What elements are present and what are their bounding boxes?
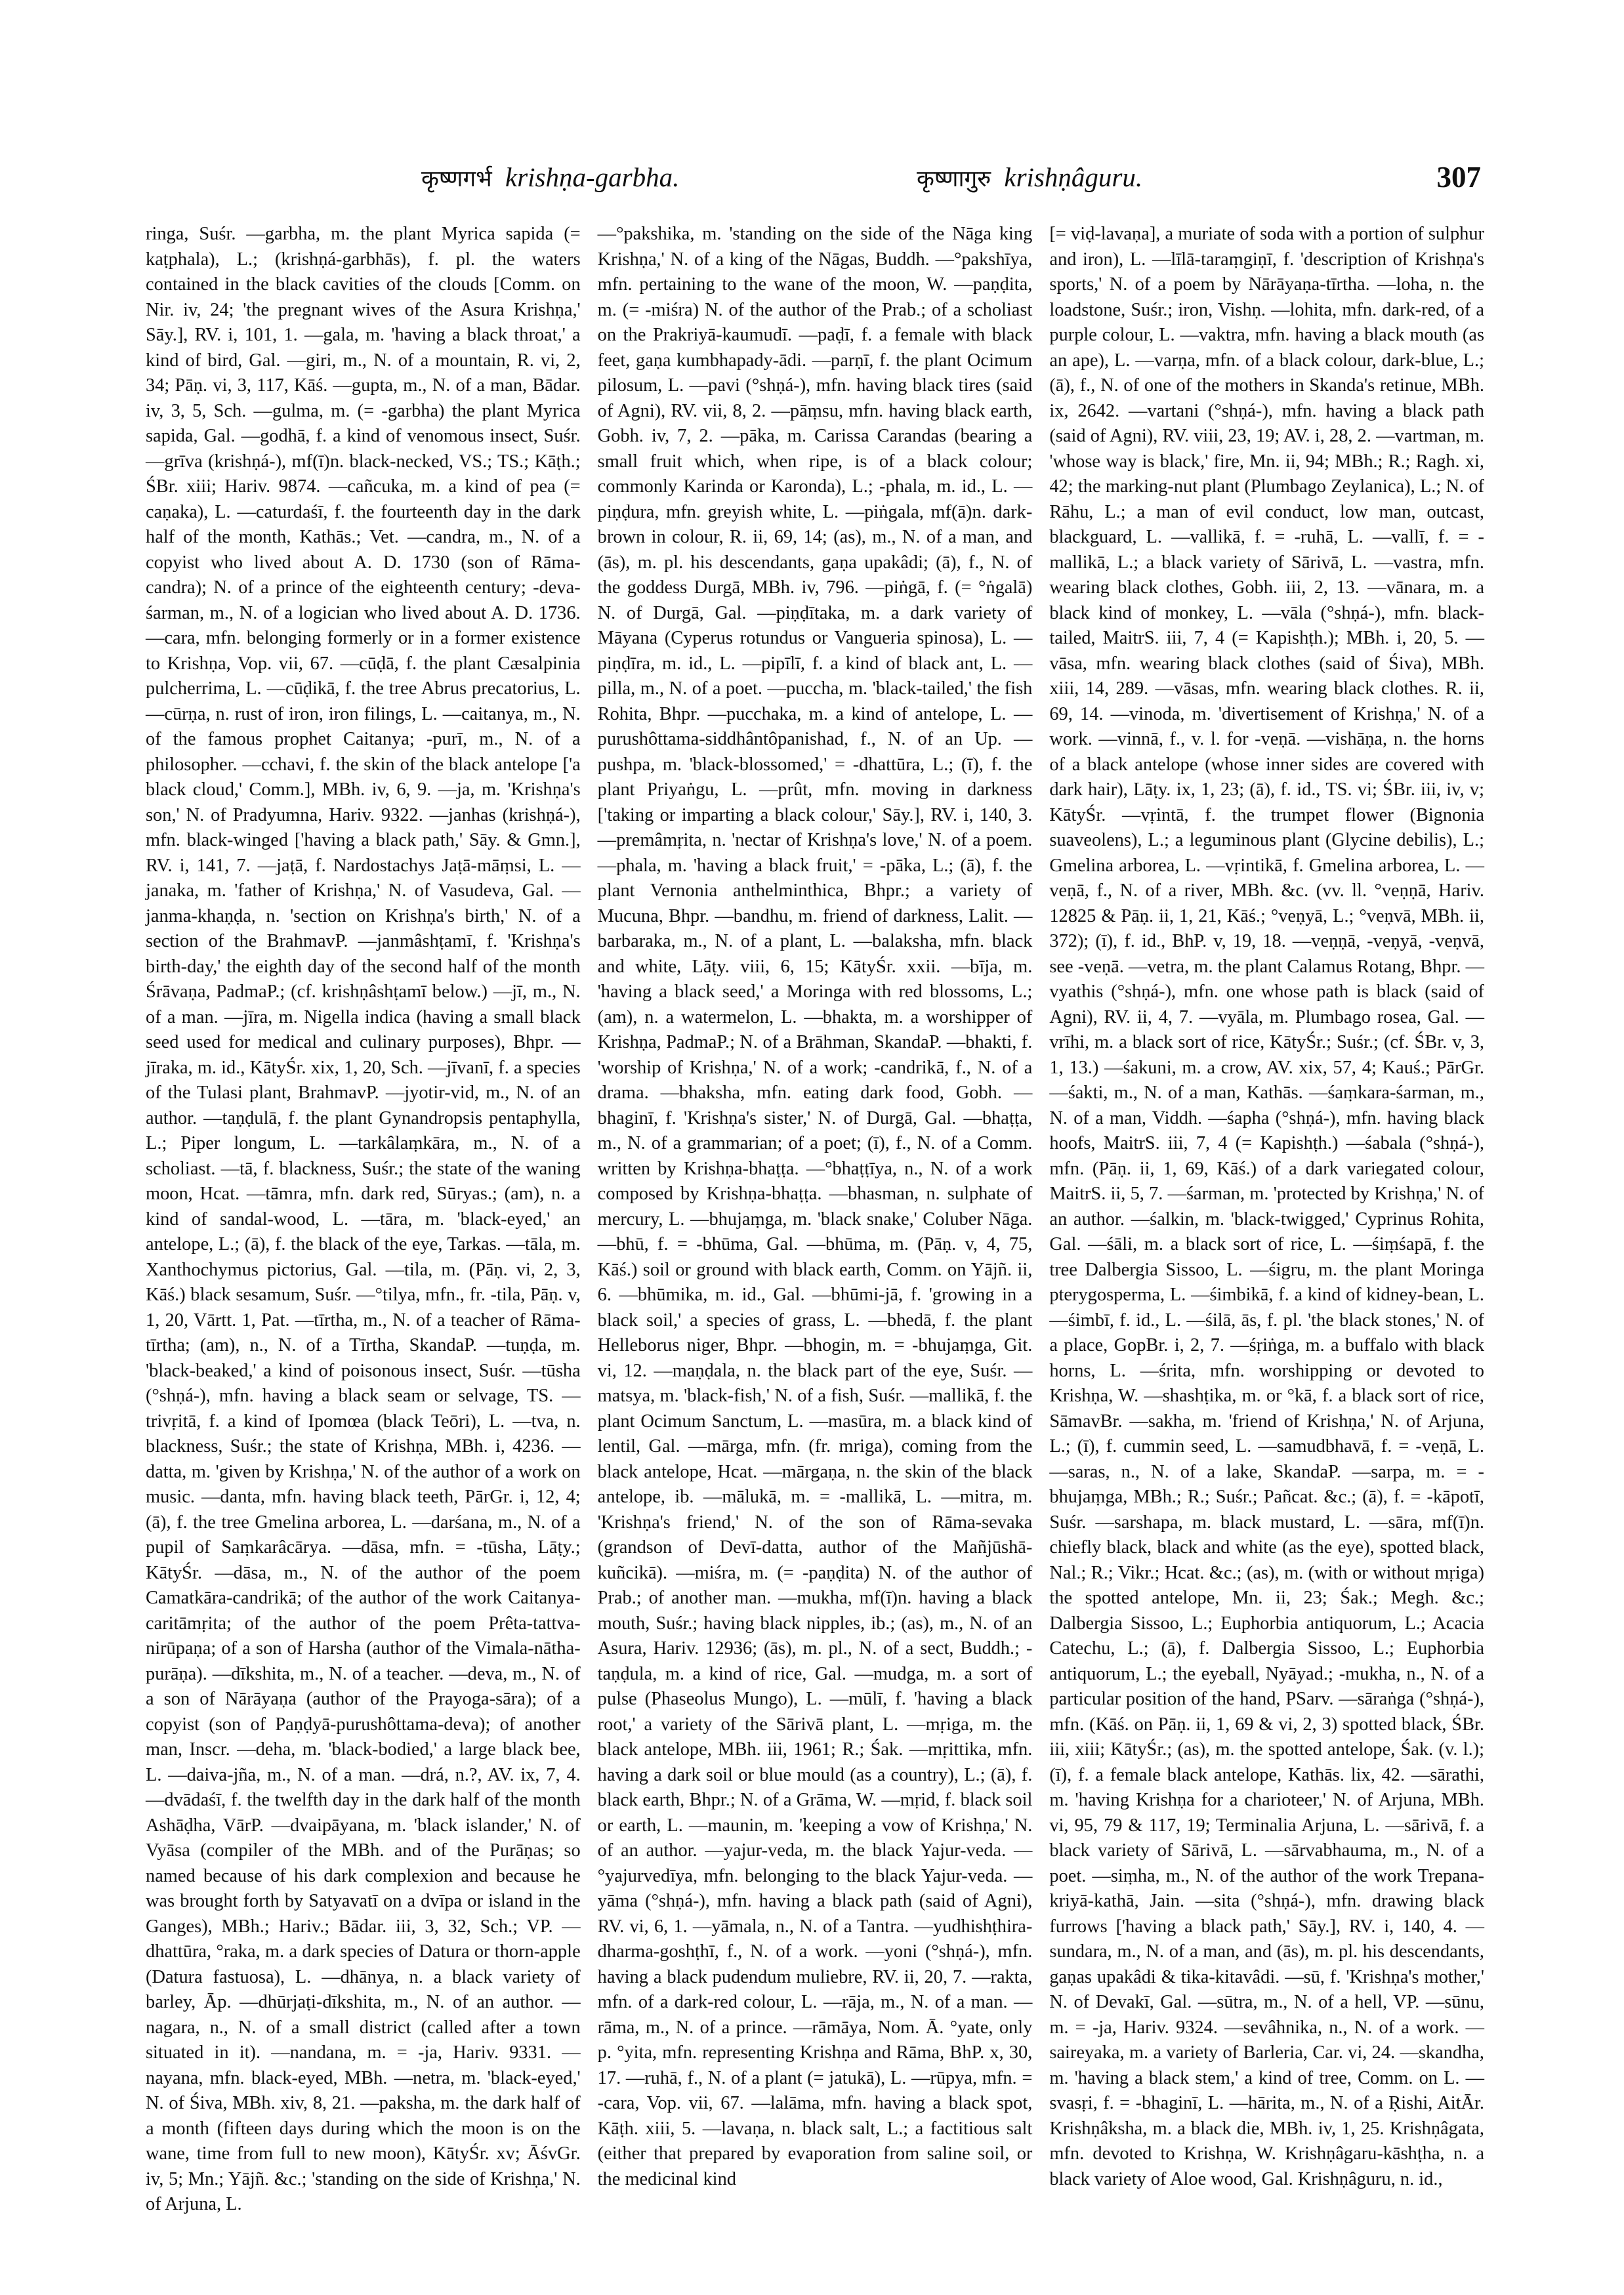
right-head-transliteration: krishṇâguru.: [1004, 162, 1143, 192]
page-header: [146, 161, 1481, 202]
column-right-text: [= viḍ-lavaṇa], a muriate of soda with a portion of sulphur and iron), L. —līlā-taraṃgiṇī, f. 'description of Krishṇa's sports,' N. of a poem by Nārāyaṇa-tīrtha. —loha, n. the loadstone, Suśr.; iron, Vishṇ. —lohita, mfn. dark-red, of a purple colour, L. —vaktra, mfn. having a black mouth (as an ape), L. —varṇa, mfn. of a black colour, dark-blue, L.; (ā), f., N. of one of the mothers in Skanda's retinue, MBh. ix, 2642. —vartani (°shṇá-), mfn. having a black path (said of Agni), RV. viii, 23, 19; AV. i, 28, 2. —vartman, m. 'whose way is black,' fire, Mn. ii, 94; MBh.; R.; Ragh. xi, 42; the marking-nut plant (Plumbago Zeylanica), L.; N. of Rāhu, L.; a man of evil conduct, low man, outcast, blackguard, L. —vallikā, f. = -ruhā, L. —vallī, f. = -mallikā, L.; a black variety of Sārivā, L. —vastra, mfn. wearing black clothes, Gobh. iii, 2, 13. —vānara, m. a black kind of monkey, L. —vāla (°shṇá-), mfn. black-tailed, MaitrS. iii, 7, 4 (= Kapishṭh.); MBh. i, 20, 5. —vāsa, mfn. wearing black clothes (said of Śiva), MBh. xiii, 14, 289. —vāsas, mfn. wearing black clothes. R. ii, 69, 14. —vinoda, m. 'divertisement of Krishṇa,' N. of a work. —vinnā, f., v. l. for -veṇā. —vishāṇa, n. the horns of a black antelope (whose inner sides are covered with dark hair), Lāṭy. ix, 1, 23; (ā), f. id., TS. vi; ŚBr. iii, iv, v; KātyŚr. —vṛintā, f. the trumpet flower (Bignonia suaveolens), L.; a leguminous plant (Glycine debilis), L.; Gmelina arborea, L. —vṛintikā, f. Gmelina arborea, L. —veṇā, f., N. of a river, MBh. &c. (vv. ll. °veṇṇā, Hariv. 12825 & Pāṇ. ii, 1, 21, Kāś.; °veṇyā, L.; °veṇvā, MBh. ii, 372); (ī), f. id., BhP. v, 19, 18. —veṇṇā, -veṇyā, -veṇvā, see -veṇā. —vetra, m. the plant Calamus Rotang, Bhpr. —vyathis (°shṇá-), mfn. one whose path is black (said of Agni), RV. ii, 4, 7. —vyāla, m. Plumbago rosea, Gal. —vrīhi, m. a black sort of rice, KātyŚr.; Suśr.; (cf. ŚBr. v, 3, 1, 13.) —śakuni, m. a crow, AV. xix, 57, 4; Kauś.; PārGr. —śakti, m., N. of a man, Kathās. —śaṃkara-śarman, m., N. of a man, Viddh. —śapha (°shṇá-), mfn. having black hoofs, MaitrS. iii, 7, 4 (= Kapishṭh.) —śabala (°shṇá-), mfn. (Pāṇ. ii, 1, 69, Kāś.) of a dark variegated colour, MaitrS. ii, 5, 7. —śarman, m. 'protected by Krishṇa,' N. of an author. —śalkin, m. 'black-twigged,' Cyprinus Rohita, Gal. —śāli, m. a black sort of rice, L. —śiṃśapā, f. the tree Dalbergia Sissoo, L. —śigru, m. the plant Moringa pterygosperma, L. —śimbikā, f. a kind of kidney-bean, L. —śimbī, f. id., L. —śilā, ās, f. pl. 'the black stones,' N. of a place, GopBr. i, 2, 7. —śṛiṅga, m. a buffalo with black horns, L. —śrita, mfn. worshipping or devoted to Krishṇa, W. —shashṭika, m. or °kā, f. a black sort of rice, SāmavBr. —sakha, m. 'friend of Krishṇa,' N. of Arjuna, L.; (ī), f. cummin seed, L. —samudbhavā, f. = -veṇā, L. —saras, n., N. of a lake, SkandaP. —sarpa, m. = -bhujaṃga, MBh.; R.; Suśr.; Pañcat. &c.; (ā), f. = -kāpotī, Suśr. —sarshapa, m. black mustard, L. —sāra, mf(ī)n. chiefly black, black and white (as the eye), spotted black, Nal.; R.; Vikr.; Hcat. &c.; (as), m. (with or without mṛiga) the spotted antelope, Mn. ii, 23; Śak.; Megh. &c.; Dalbergia Sissoo, L.; Euphorbia antiquorum, L.; Acacia Catechu, L.; (ā), f. Dalbergia Sissoo, L.; Euphorbia antiquorum, L.; the eyeball, Nyāyad.; -mukha, n., N. of a particular position of the hand, PSarv. —sāraṅga (°shṇá-), mfn. (Kāś. on Pāṇ. ii, 1, 69 & vi, 2, 3) spotted black, ŚBr. iii, xiii; KātyŚr.; (as), m. the spotted antelope, Śak. (v. l.); (ī), f. a female black antelope, Kathās. lix, 42. —sārathi, m. 'having Krishṇa for a charioteer,' N. of Arjuna, MBh. vi, 95, 79 & 117, 19; Terminalia Arjuna, L. —sārivā, f. a black variety of Sārivā, L. —sārvabhauma, m., N. of a poet. —siṃha, m., N. of the author of the work Trepana-kriyā-kathā, Jain. —sita (°shṇá-), mfn. drawing black furrows ['having a black path,' Sāy.], RV. i, 140, 4. —sundara, m., N. of a man, and (ās), m. pl. his descendants, gaṇas upakâdi & tika-kitavâdi. —sū, f. 'Krishṇa's mother,' N. of Devakī, Gal. —sūtra, m., N. of a hell, VP. —sūnu, m. = -ja, Hariv. 9324. —sevâhnika, n., N. of a work. —saireyaka, m. a variety of Barleria, Car. vi, 24. —skandha, m. 'having a black stem,' a kind of tree, Comm. on L. —svasṛi, f. = -bhaginī, L. —hārita, m., N. of a Ṛishi, AitĀr. Krishṇâksha, m. a black die, MBh. iv, 1, 25. Krishṇâgata, mfn. devoted to Krishṇa, W. Krishṇâgaru-kāshṭha, n. a black variety of Aloe wood, Gal. Krishṇâguru, n. id.,: [1049, 224, 1485, 2189]
column-right: [1049, 222, 1484, 2203]
left-running-head: [421, 161, 679, 194]
left-head-devanagari: कृष्णगर्भ: [421, 166, 492, 192]
dictionary-columns: [146, 222, 1485, 2214]
column-middle-text: —°pakshika, m. 'standing on the side of the Nāga king Krishṇa,' N. of a king of the Nāgas, Buddh. —°pakshīya, mfn. pertaining to the wane of the moon, W. —paṇḍita, m. (= -miśra) N. of the author of the Prab.; of a scholiast on the Prakriyā-kaumudī. —paḍī, f. a female with black feet, gaṇa kumbhapady-ādi. —parṇī, f. the plant Ocimum pilosum, L. —pavi (°shṇá-), mfn. having black tires (said of Agni), RV. vii, 8, 2. —pāṃsu, mfn. having black earth, Gobh. iv, 7, 2. —pāka, m. Carissa Carandas (bearing a small fruit which, when ripe, is of a black colour; commonly Karinda or Karonda), L.; -phala, m. id., L. —piṇḍura, mfn. greyish white, L. —piṅgala, mf(ā)n. dark-brown in colour, R. ii, 69, 14; (as), m., N. of a man, and (ās), m. pl. his descendants, gaṇa upakâdi; (ā), f., N. of the goddess Durgā, MBh. iv, 796. —piṅgā, f. (= °ṅgalā) N. of Durgā, Gal. —piṇḍītaka, m. a dark variety of Māyana (Cyperus rotundus or Vangueria spinosa), L. —piṇḍīra, m. id., L. —pipīlī, f. a kind of black ant, L. —pilla, m., N. of a poet. —puccha, m. 'black-tailed,' the fish Rohita, Bhpr. —pucchaka, m. a kind of antelope, L. —purushôttama-siddhântôpanishad, f., N. of an Up. —pushpa, m. 'black-blossomed,' = -dhattūra, L.; (ī), f. the plant Priyaṅgu, L. —prût, mfn. moving in darkness ['taking or imparting a black colour,' Sāy.], RV. i, 140, 3. —premâmṛita, n. 'nectar of Krishṇa's love,' N. of a poem. —phala, m. 'having a black fruit,' = -pāka, L.; (ā), f. the plant Vernonia anthelminthica, Bhpr.; a variety of Mucuna, Bhpr. —bandhu, m. friend of darkness, Lalit. —barbaraka, m., N. of a plant, L. —balaksha, mfn. black and white, Lāṭy. viii, 6, 15; KātyŚr. xxii. —bīja, m. 'having a black seed,' a Moringa with red blossoms, L.; (am), n. a watermelon, L. —bhakta, m. a worshipper of Krishṇa, PadmaP.; N. of a Brāhman, SkandaP. —bhakti, f. 'worship of Krishṇa,' N. of a work; -candrikā, f., N. of a drama. —bhaksha, mfn. eating dark food, Gobh. —bhaginī, f. 'Krishṇa's sister,' N. of Durgā, Gal. —bhaṭṭa, m., N. of a grammarian; of a poet; (ī), f., N. of a Comm. written by Krishṇa-bhaṭṭa. —°bhaṭṭīya, n., N. of a work composed by Krishṇa-bhaṭṭa. —bhasman, n. sulphate of mercury, L. —bhujaṃga, m. 'black snake,' Coluber Nāga. —bhū, f. = -bhūma, Gal. —bhūma, m. (Pāṇ. v, 4, 75, Kāś.) soil or ground with black earth, Comm. on Yājñ. ii, 6. —bhūmika, m. id., Gal. —bhūmi-jā, f. 'growing in a black soil,' a species of grass, L. —bhedā, f. the plant Helleborus niger, Bhpr. —bhogin, m. = -bhujaṃga, Git. vi, 12. —maṇḍala, n. the black part of the eye, Suśr. —matsya, m. 'black-fish,' N. of a fish, Suśr. —mallikā, f. the plant Ocimum Sanctum, L. —masūra, m. a black kind of lentil, Gal. —mārga, mfn. (fr. mriga), coming from the black antelope, Hcat. —mārgaṇa, n. the skin of the black antelope, ib. —mālukā, m. = -mallikā, L. —mitra, m. 'Krishṇa's friend,' N. of the son of Rāma-sevaka (grandson of Devī-datta, author of the Mañjūshā-kuñcikā). —miśra, m. (= -paṇḍita) N. of the author of Prab.; of another man. —mukha, mf(ī)n. having a black mouth, Suśr.; having black nipples, ib.; (as), m., N. of an Asura, Hariv. 12936; (ās), m. pl., N. of a sect, Buddh.; -taṇḍula, m. a kind of rice, Gal. —mudga, m. a sort of pulse (Phaseolus Mungo), L. —mūlī, f. 'having a black root,' a variety of the Sārivā plant, L. —mṛiga, m. the black antelope, MBh. iii, 1961; R.; Śak. —mṛittika, mfn. having a dark soil or blue mould (as a country), L.; (ā), f. black earth, Bhpr.; N. of a Grāma, W. —mṛid, f. black soil or earth, L. —maunin, m. 'keeping a vow of Krishṇa,' N. of an author. —yajur-veda, m. the black Yajur-veda. —°yajurvedīya, mfn. belonging to the black Yajur-veda. —yāma (°shṇá-), mfn. having a black path (said of Agni), RV. vi, 6, 1. —yāmala, n., N. of a Tantra. —yudhishṭhira-dharma-goshṭhī, f., N. of a work. —yoni (°shṇá-), mfn. having a black pudendum muliebre, RV. ii, 20, 7. —rakta, mfn. of a dark-red colour, L. —rāja, m., N. of a man. —rāma, m., N. of a prince. —rāmāya, Nom. Ā. °yate, only p. °yita, mfn. representing Krishṇa and Rāma, BhP. x, 30, 17. —ruhā, f., N. of a plant (= jatukā), L. —rūpya, mfn. = -cara, Vop. vii, 67. —lalāma, mfn. having a black spot, Kāṭh. xiii, 5. —lavaṇa, n. black salt, L.; a factitious salt (either that prepared by evaporation from saline soil, or the medicinal kind: [597, 224, 1033, 2189]
column-left: [146, 222, 581, 2214]
column-left-text: ringa, Suśr. —garbha, m. the plant Myrica sapida (= kaṭphala), L.; (krishṇá-garbhās), f. pl. the waters contained in the black cavities of the clouds [Comm. on Nir. iv, 24; 'the pregnant wives of the Asura Krishṇa,' Sāy.], RV. i, 101, 1. —gala, m. 'having a black throat,' a kind of bird, Gal. —giri, m., N. of a mountain, R. vi, 2, 34; Pāṇ. vi, 3, 117, Kāś. —gupta, m., N. of a man, Bādar. iv, 3, 5, Sch. —gulma, m. (= -garbha) the plant Myrica sapida, Gal. —godhā, f. a kind of venomous insect, Suśr. —grīva (krishṇá-), mf(ī)n. black-necked, VS.; TS.; Kāṭh.; ŚBr. xiii; Hariv. 9874. —cañcuka, m. a kind of pea (= caṇaka), L. —caturdaśī, f. the fourteenth day in the dark half of the month, Kathās.; Vet. —candra, m., N. of a copyist who lived about A. D. 1730 (son of Rāma-candra); N. of a prince of the eighteenth century; -deva-śarman, m., N. of a logician who lived about A. D. 1736. —cara, mfn. belonging formerly or in a former existence to Krishṇa, Vop. vii, 67. —cūḍā, f. the plant Cæsalpinia pulcherrima, L. —cūḍikā, f. the tree Abrus precatorius, L. —cūrṇa, n. rust of iron, iron filings, L. —caitanya, m., N. of the famous prophet Caitanya; -purī, m., N. of a philosopher. —cchavi, f. the skin of the black antelope ['a black cloud,' Comm.], MBh. iv, 6, 9. —ja, m. 'Krishṇa's son,' N. of Pradyumna, Hariv. 9322. —janhas (krishṇá-), mfn. black-winged ['having a black path,' Sāy. & Gmn.], RV. i, 141, 7. —jaṭā, f. Nardostachys Jaṭā-māṃsi, L. —janaka, m. 'father of Krishṇa,' N. of Vasudeva, Gal. —janma-khaṇḍa, n. 'section on Krishṇa's birth,' N. of a section of the BrahmavP. —janmâshṭamī, f. 'Krishṇa's birth-day,' the eighth day of the second half of the month Śrāvaṇa, PadmaP.; (cf. krishṇâshṭamī below.) —jī, m., N. of a man. —jīra, m. Nigella indica (having a small black seed used for medical and culinary purposes), Bhpr. —jīraka, m. id., KātyŚr. xix, 1, 20, Sch. —jīvanī, f. a species of the Tulasi plant, BrahmavP. —jyotir-vid, m., N. of an author. —taṇḍulā, f. the plant Gynandropsis pentaphylla, L.; Piper longum, L. —tarkâlaṃkāra, m., N. of a scholiast. —tā, f. blackness, Suśr.; the state of the waning moon, Hcat. —tāmra, mfn. dark red, Sūryas.; (am), n. a kind of sandal-wood, L. —tāra, m. 'black-eyed,' an antelope, L.; (ā), f. the black of the eye, Tarkas. —tāla, m. Xanthochymus pictorius, Gal. —tila, m. (Pāṇ. vi, 2, 3, Kāś.) black sesamum, Suśr. —°tilya, mfn., fr. -tila, Pāṇ. v, 1, 20, Vārtt. 1, Pat. —tīrtha, m., N. of a teacher of Rāma-tīrtha; (am), n., N. of a Tīrtha, SkandaP. —tuṇḍa, m. 'black-beaked,' a kind of poisonous insect, Suśr. —tūsha (°shṇá-), mfn. having a black seam or selvage, TS. —trivṛitā, f. a kind of Ipomœa (black Teōri), L. —tva, n. blackness, Suśr.; the state of Krishṇa, MBh. i, 4236. —datta, m. 'given by Krishṇa,' N. of the author of a work on music. —danta, mfn. having black teeth, PārGr. i, 12, 4; (ā), f. the tree Gmelina arborea, L. —darśana, m., N. of a pupil of Saṃkarâcārya. —dāsa, mfn. = -tūsha, Lāṭy.; KātyŚr. —dāsa, m., N. of the author of the poem Camatkāra-candrikā; of the author of the work Caitanya-caritāmṛita; of the author of the poem Prêta-tattva-nirūpaṇa; of a son of Harsha (author of the Vimala-nātha-purāṇa). —dīkshita, m., N. of a teacher. —deva, m., N. of a son of Nārāyaṇa (author of the Prayoga-sāra); of a copyist (son of Paṇḍyā-purushôttama-deva); of another man, Inscr. —deha, m. 'black-bodied,' a large black bee, L. —daiva-jña, m., N. of a man. —drá, n.?, AV. ix, 7, 4. —dvādaśī, f. the twelfth day in the dark half of the month Ashāḍha, VārP. —dvaipāyana, m. 'black islander,' N. of Vyāsa (compiler of the MBh. and of the Purāṇas; so named because of his dark complexion and because he was brought forth by Satyavatī on a dvīpa or island in the Ganges), MBh.; Hariv.; Bādar. iii, 3, 32, Sch.; VP. —dhattūra, °raka, m. a dark species of Datura or thorn-apple (Datura fastuosa), L. —dhānya, n. a black variety of barley, Āp. —dhūrjaṭi-dīkshita, m., N. of an author. —nagara, n., N. of a small district (called after a town situated in it). —nandana, m. = -ja, Hariv. 9331. —nayana, mfn. black-eyed, MBh. —netra, m. 'black-eyed,' N. of Śiva, MBh. xiv, 8, 21. —paksha, m. the dark half of a month (fifteen days during which the moon is on the wane, time from full to new moon), KātyŚr. xv; ĀśvGr. iv, 5; Mn.; Yājñ. &c.; 'standing on the side of Krishṇa,' N. of Arjuna, L.: [146, 224, 581, 2214]
right-running-head: [917, 161, 1142, 194]
right-head-devanagari: कृष्णागुरु: [917, 166, 991, 192]
left-head-transliteration: krishṇa-garbha.: [505, 162, 680, 192]
page-number: 307: [1436, 161, 1481, 194]
column-middle: [598, 222, 1033, 2203]
